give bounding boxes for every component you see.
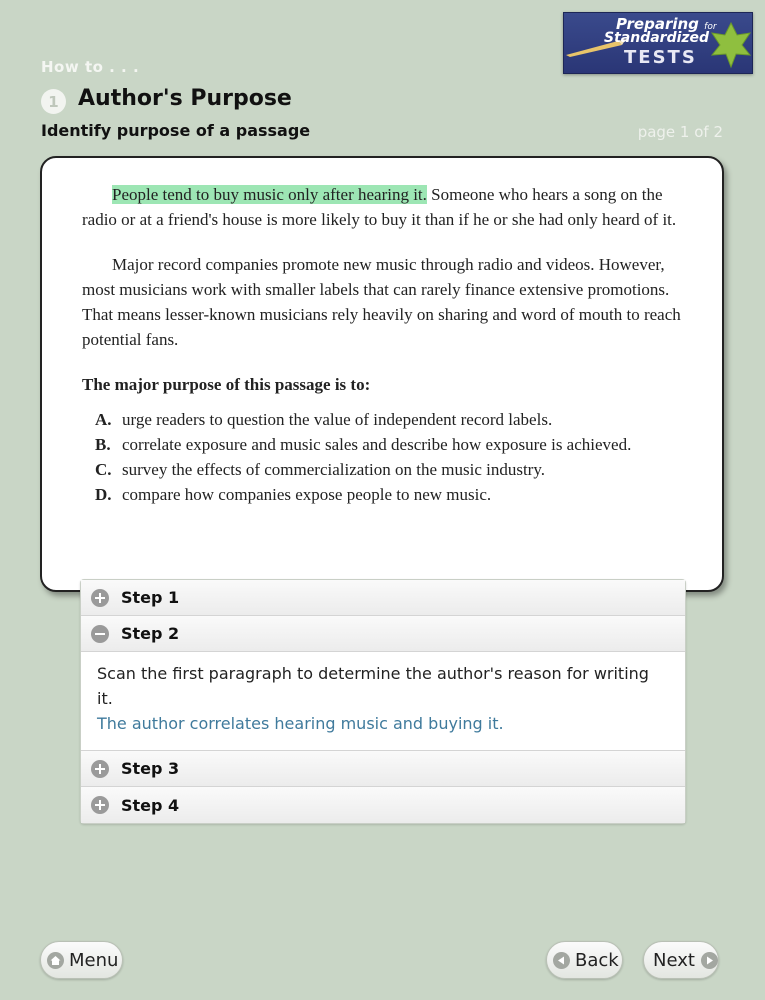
plus-circle-icon xyxy=(91,796,109,814)
logo-line-2: Standardized xyxy=(604,30,710,46)
page-subtitle: Identify purpose of a passage xyxy=(41,121,311,140)
steps-accordion xyxy=(80,579,686,824)
home-icon xyxy=(47,952,64,969)
paragraph-1-rest: Someone who hears a song on the radio or at a friend's house is more likely to buy it than if he or she had only heard of it. xyxy=(82,185,677,229)
choice-letter: C. xyxy=(95,460,112,479)
step-2-instruction: Scan the first paragraph to determine the author's reason for writing it. xyxy=(97,664,649,708)
menu-button-label: Menu xyxy=(69,949,119,971)
highlighted-sentence: People tend to buy music only after hearing it. xyxy=(112,185,427,204)
step-3-header[interactable] xyxy=(81,751,685,787)
lesson-number-badge: 1 xyxy=(41,89,66,114)
ivy-leaf-icon xyxy=(710,21,752,69)
question-prompt: The major purpose of this passage is to: xyxy=(82,375,371,394)
passage-paragraph-1 xyxy=(82,182,682,232)
section-label: How to . . . xyxy=(41,58,140,76)
step-4-label: Step 4 xyxy=(121,795,180,815)
page-title: Author's Purpose xyxy=(78,86,292,111)
plus-circle-icon xyxy=(91,589,109,607)
step-2-content xyxy=(81,652,685,751)
answer-choices xyxy=(82,407,682,507)
passage-card xyxy=(40,156,724,592)
choice-a xyxy=(95,407,682,432)
step-2-answer: The author correlates hearing music and buying it. xyxy=(97,714,504,733)
logo-line-3: TESTS xyxy=(624,47,697,68)
choice-text: compare how companies expose people to new music. xyxy=(122,485,492,504)
logo-line-1: Preparing for xyxy=(616,15,717,33)
choice-b xyxy=(95,432,682,457)
menu-button[interactable] xyxy=(40,941,123,979)
step-3-label: Step 3 xyxy=(121,759,180,778)
back-button[interactable] xyxy=(546,941,623,979)
minus-circle-icon xyxy=(91,625,109,643)
preparing-tests-logo xyxy=(563,12,753,74)
choice-letter: A. xyxy=(95,410,112,429)
step-1-label: Step 1 xyxy=(121,588,180,607)
choice-d xyxy=(95,482,682,507)
next-arrow-icon xyxy=(701,952,718,969)
back-arrow-icon xyxy=(553,952,570,969)
choice-text: correlate exposure and music sales and describe how exposure is achieved. xyxy=(122,435,632,454)
choice-c xyxy=(95,457,682,482)
back-button-label: Back xyxy=(575,949,619,971)
step-2-header[interactable] xyxy=(81,616,685,652)
choice-letter: D. xyxy=(95,485,112,504)
step-4-header[interactable] xyxy=(81,787,685,823)
next-button[interactable] xyxy=(643,941,719,979)
plus-circle-icon xyxy=(91,760,109,778)
choice-text: urge readers to question the value of independent record labels. xyxy=(122,410,553,429)
passage-paragraph-2: Major record companies promote new music through radio and videos. However, most musicians work with smaller labels that can rarely finance extensive promotions. That means lesser-known musicians rely heavily on sharing and word of mouth to reach potential fans. xyxy=(82,255,681,349)
page-indicator: page 1 of 2 xyxy=(637,123,723,141)
next-button-label: Next xyxy=(653,949,695,971)
choice-text: survey the effects of commercialization on the music industry. xyxy=(122,460,545,479)
choice-letter: B. xyxy=(95,435,111,454)
step-1-header[interactable] xyxy=(81,580,685,616)
step-2-label: Step 2 xyxy=(121,624,180,643)
